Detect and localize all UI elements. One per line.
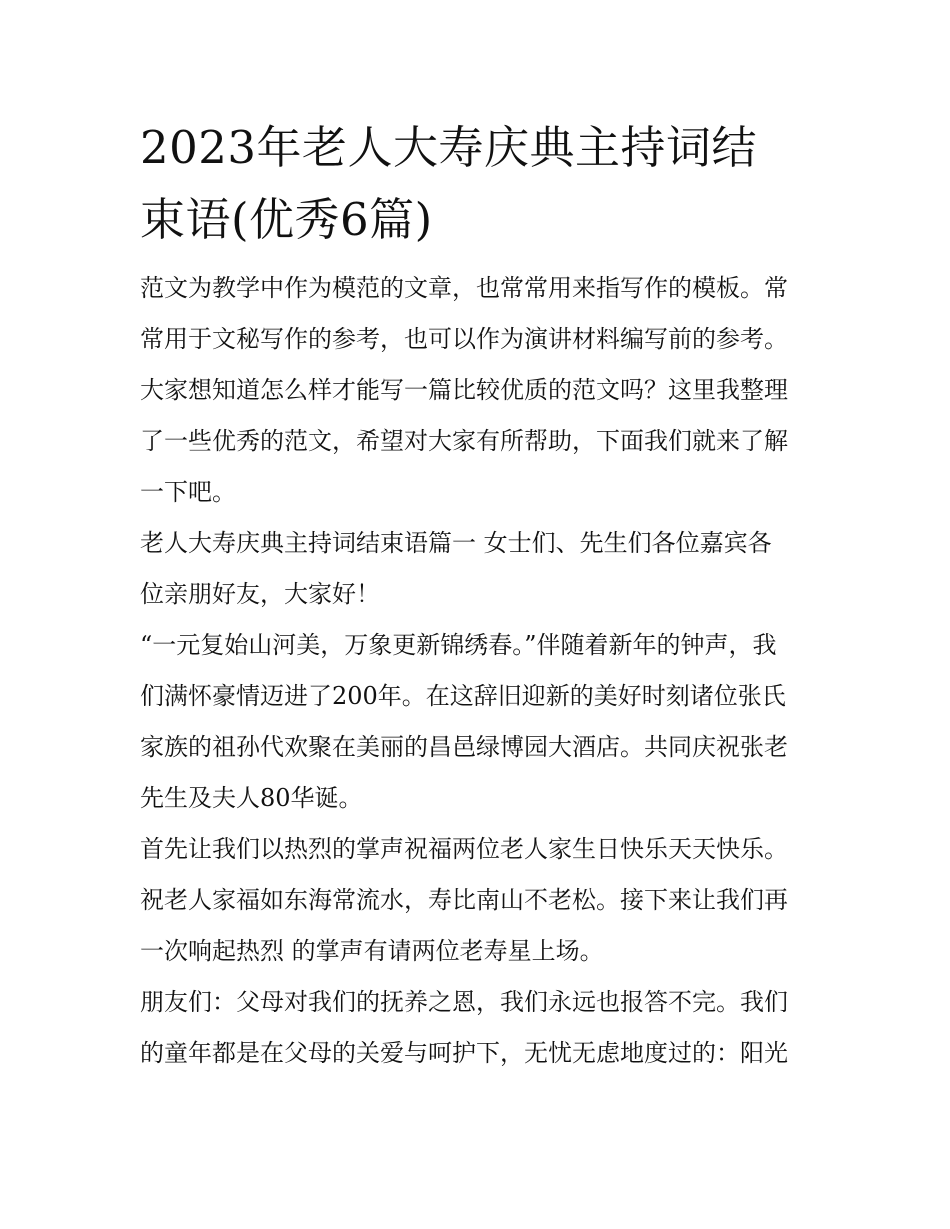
body-line: 首先让我们以热烈的掌声祝福两位老人家生日快乐天天快乐。 — [140, 835, 788, 863]
body-line: 的童年都是在父母的关爱与呵护下，无忧无虑地度过的：阳光 — [140, 1039, 788, 1067]
body-line: 一次响起热烈 的掌声有请两位老寿星上场。 — [140, 937, 604, 965]
body-line: 了一些优秀的范文，希望对大家有所帮助，下面我们就来了解 — [140, 427, 788, 455]
document-body — [140, 263, 812, 1079]
title-line-2: 束语(优秀6篇) — [140, 193, 433, 246]
body-line: 常用于文秘写作的参考，也可以作为演讲材料编写前的参考。 — [140, 325, 788, 353]
body-line: 大家想知道怎么样才能写一篇比较优质的范文吗？这里我整理 — [140, 376, 788, 404]
body-line: 们满怀豪情迈进了200年。在这辞旧迎新的美好时刻诸位张氏 — [140, 682, 786, 710]
document-title — [140, 112, 812, 256]
body-line: “一元复始山河美，万象更新锦绣春。”伴随着新年的钟声，我 — [140, 631, 777, 659]
body-line: 一下吧。 — [140, 478, 236, 506]
body-line: 朋友们：父母对我们的抚养之恩，我们永远也报答不完。我们 — [140, 988, 788, 1016]
body-line: 家族的祖孙代欢聚在美丽的昌邑绿博园大酒店。共同庆祝张老 — [140, 733, 788, 761]
title-line-1: 2023年老人大寿庆典主持词结 — [140, 121, 758, 174]
body-line: 位亲朋好友，大家好！ — [140, 580, 380, 608]
body-line: 先生及夫人80华诞。 — [140, 784, 363, 812]
document-page — [140, 112, 812, 1079]
body-line: 老人大寿庆典主持词结束语篇一 女士们、先生们各位嘉宾各 — [140, 529, 772, 557]
body-line: 祝老人家福如东海常流水，寿比南山不老松。接下来让我们再 — [140, 886, 788, 914]
body-line: 范文为教学中作为模范的文章，也常常用来指写作的模板。常 — [140, 274, 788, 302]
